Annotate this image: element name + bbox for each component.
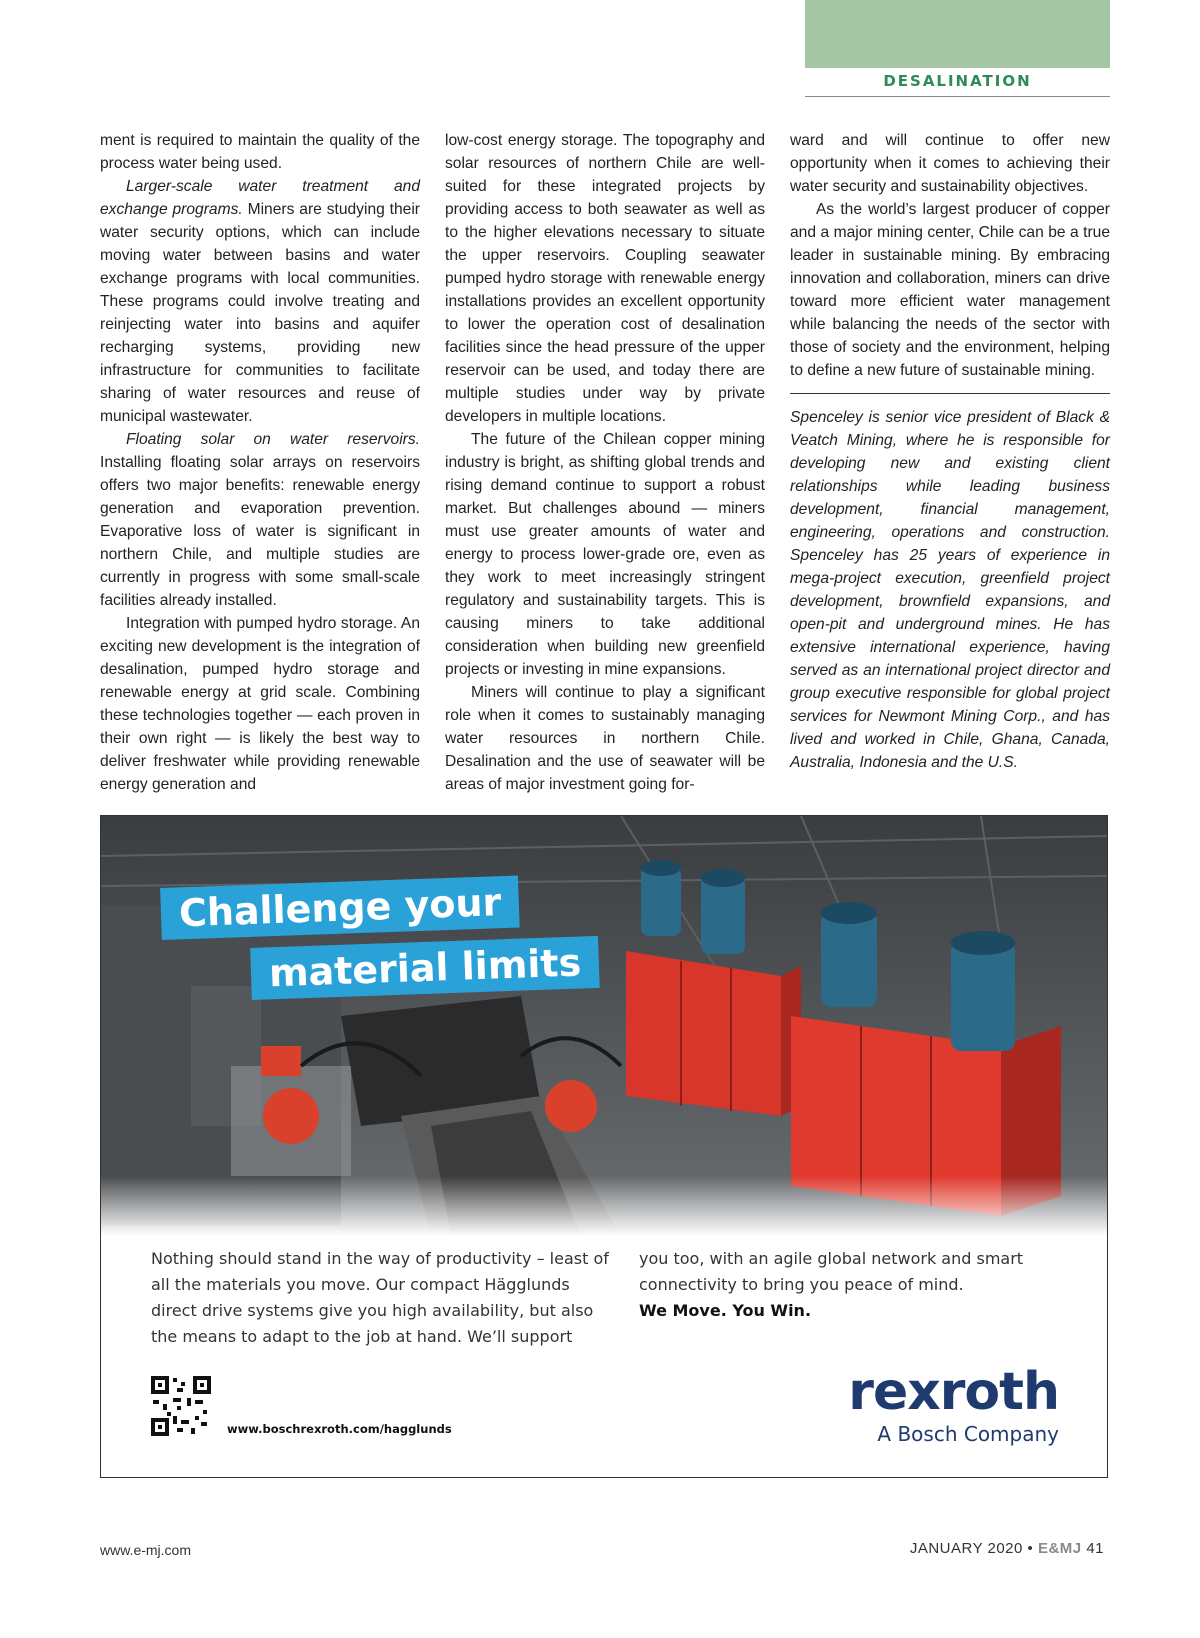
ad-headline-line-1: Challenge your xyxy=(160,876,520,940)
page-number: 41 xyxy=(1086,1540,1104,1557)
publication-name: E&MJ xyxy=(1037,1540,1082,1557)
paragraph: Integration with pumped hydro storage. An exciting new development is the integration of desalination, pumped hydro storage and renewable energy at grid scale. Combining these technologies together — each proven in their own right — is likely the best way to deliver freshwater while providing renewable energy generation and xyxy=(100,615,420,793)
paragraph: Miners will continue to play a significant role when it comes to sustainably managing water resources in northern Chile. Desalination and the use of seawater will be areas of major investment going for- xyxy=(445,684,765,793)
ad-url-link[interactable]: www.boschrexroth.com/hagglunds xyxy=(227,1422,452,1436)
qr-code-icon[interactable] xyxy=(151,1376,211,1436)
ad-photo xyxy=(101,816,1108,1236)
paragraph xyxy=(100,428,420,612)
paragraph: The future of the Chilean copper mining industry is bright, as shifting global trends and rising demand continue to support a robust market. But challenges abound — miners must use greater amounts of water and energy to process lower-grade ore, even as they work to meet increasingly stringent regulatory and sustainability targets. This is causing miners to take additional consideration when building new greenfield projects or investing in mine expansions. xyxy=(445,431,765,678)
subhead: Floating solar on water reservoirs. xyxy=(126,431,420,448)
footer-folio xyxy=(910,1540,1104,1557)
footer-website-link[interactable]: www.e-mj.com xyxy=(100,1542,192,1558)
paragraph: ward and will continue to offer new opportunity when it comes to achieving their water security and sustainability objectives. xyxy=(790,132,1110,195)
ad-tagline: We Move. You Win. xyxy=(639,1301,812,1320)
rexroth-logo: rexroth xyxy=(848,1362,1059,1422)
issue-date: JANUARY 2020 • xyxy=(909,1540,1034,1557)
section-label: DESALINATION xyxy=(883,72,1032,90)
author-bio: Spenceley is senior vice president of Black & Veatch Mining, where he is responsible for developing new and existing client relationships while leading business development, financial management, engineering, operations and construction. Spenceley has 25 years of experience in mega-project execution, greenfield project development, brownfield expansions, and open-pit and underground mines. He has extensive international experience, having served as an international project director and group executive responsible for global project services for Newmont Mining Corp., and has lived and worked in Chile, Ghana, Canada, Australia, Indonesia and the U.S. xyxy=(790,409,1110,771)
section-rule xyxy=(805,96,1110,97)
article-column-3 xyxy=(790,129,1110,774)
ad-headline-line-2: material limits xyxy=(250,936,600,1000)
ad-copy-left xyxy=(151,1246,611,1350)
logo-subtitle: A Bosch Company xyxy=(877,1422,1059,1446)
bio-divider xyxy=(790,393,1110,394)
ad-copy-text: Nothing should stand in the way of productivity – least of all the materials you move. Our compact Hägglunds direct drive systems give you high availability, but also the means to adapt to the job at hand. We’ll support xyxy=(151,1249,609,1346)
ad-copy-text: you too, with an agile global network and smart connectivity to bring you peace of mind. xyxy=(639,1249,1024,1294)
paragraph xyxy=(100,175,420,428)
paragraph: low-cost energy storage. The topography and solar resources of northern Chile are well-suited for these integrated projects by providing access to both seawater as well as to the higher elevations necessary to situate the upper reservoirs. Coupling seawater pumped hydro storage with renewable energy installations provides an excellent opportunity to lower the operation cost of desalination facilities since the head pressure of the upper reservoir can be used, and today there are multiple studies under way by private developers in multiple locations. xyxy=(445,132,765,425)
paragraph: As the world’s largest producer of copper and a major mining center, Chile can be a true leader in sustainable mining. By embracing innovation and collaboration, miners can drive toward more efficient water management while balancing the needs of the sector with those of society and the environment, helping to define a new future of sustainable mining. xyxy=(790,201,1110,379)
paragraph-body: Miners are studying their water security options, which can include moving water between basins and water exchange programs with local communities. These programs could involve treating and reinjecting water into basins and aquifer recharging systems, providing new infrastructure for communities to facilitate sharing of water resources and reuse of municipal wastewater. xyxy=(100,201,421,425)
section-color-bar xyxy=(805,0,1110,68)
article-column-2 xyxy=(445,129,765,796)
subhead: Larger-scale water treatment and exchange programs. xyxy=(100,178,420,218)
article-column-1 xyxy=(100,129,420,796)
paragraph: ment is required to maintain the quality of the process water being used. xyxy=(100,132,420,172)
advertisement[interactable] xyxy=(100,815,1108,1478)
ad-copy-right xyxy=(639,1246,1099,1324)
paragraph-body: Installing floating solar arrays on reservoirs offers two major benefits: renewable energy generation and evaporation prevention. Evaporative loss of water is significant in northern Chile, and multiple studies are currently in progress with some small-scale facilities already installed. xyxy=(100,454,420,609)
